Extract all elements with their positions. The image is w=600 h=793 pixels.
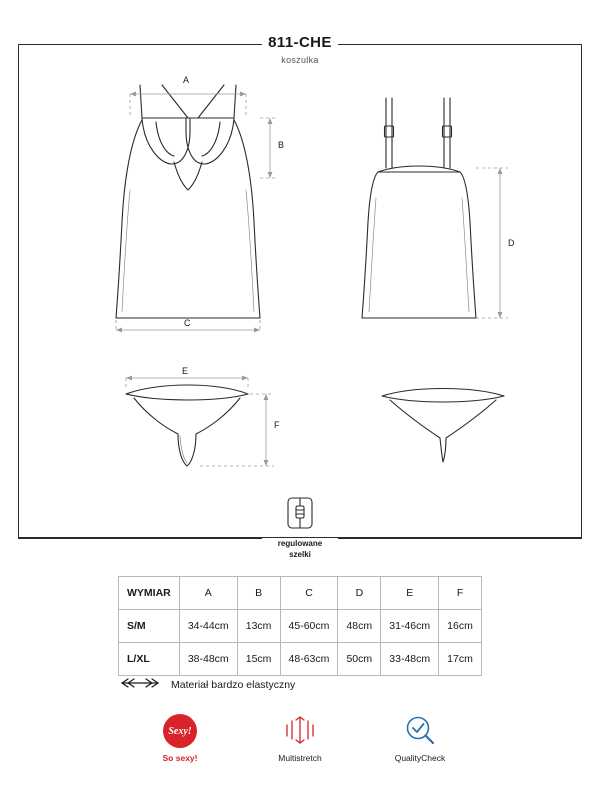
clasp-caption-line2: szelki — [289, 550, 311, 559]
chemise-front-drawing — [100, 72, 290, 342]
cell-c: 48-63cm — [280, 643, 338, 676]
table-header-b: B — [237, 577, 280, 610]
table-header-d: D — [338, 577, 381, 610]
size-table — [118, 576, 482, 676]
table-row — [119, 643, 482, 676]
cell-f: 17cm — [439, 643, 482, 676]
thong-front-drawing — [108, 366, 288, 480]
row-size-label: L/XL — [119, 643, 180, 676]
logo-multistretch — [262, 714, 338, 763]
dim-label-b: B — [278, 140, 285, 150]
cell-d: 50cm — [338, 643, 381, 676]
row-size-label: S/M — [119, 610, 180, 643]
cell-d: 48cm — [338, 610, 381, 643]
dim-label-c: C — [184, 318, 191, 328]
multistretch-icon — [262, 714, 338, 748]
adjustable-strap-clasp-icon — [281, 496, 319, 534]
table-header-a: A — [179, 577, 237, 610]
cell-c: 45-60cm — [280, 610, 338, 643]
thong-back-drawing — [368, 382, 528, 482]
table-header-c: C — [280, 577, 338, 610]
cell-b: 15cm — [237, 643, 280, 676]
table-header-row — [119, 577, 482, 610]
cell-f: 16cm — [439, 610, 482, 643]
sexy-badge-text: Sexy! — [163, 714, 197, 748]
cell-e: 31-46cm — [381, 610, 439, 643]
table-header-f: F — [439, 577, 482, 610]
cell-e: 33-48cm — [381, 643, 439, 676]
dim-label-f: F — [274, 420, 280, 430]
table-row — [119, 610, 482, 643]
logo-caption-so-sexy: So sexy! — [162, 753, 198, 763]
cell-a: 34-44cm — [179, 610, 237, 643]
stretch-note — [118, 676, 295, 694]
clasp-caption-line1: regulowane — [277, 539, 323, 548]
dim-label-e: E — [182, 366, 189, 376]
table-header-e: E — [381, 577, 439, 610]
adjustable-strap-note — [274, 496, 326, 560]
table-header-wymiar: WYMIAR — [119, 577, 180, 610]
certification-logos — [0, 714, 600, 763]
cell-a: 38-48cm — [179, 643, 237, 676]
logo-caption-multistretch: Multistretch — [278, 753, 322, 763]
double-arrow-stretch-icon — [118, 676, 162, 694]
stretch-note-text: Materiał bardzo elastyczny — [171, 679, 296, 691]
cell-b: 13cm — [237, 610, 280, 643]
sexy-badge-icon — [142, 714, 218, 748]
frame-rule-bottom-left — [18, 538, 262, 539]
product-type: koszulka — [281, 55, 319, 65]
logo-caption-qualitycheck: QualityCheck — [394, 753, 446, 763]
logo-so-sexy — [142, 714, 218, 763]
product-code: 811-CHE — [268, 34, 332, 51]
frame-rule-bottom-right — [338, 538, 582, 539]
logo-qualitycheck — [382, 714, 458, 763]
chemise-back-drawing — [348, 72, 538, 342]
size-table-wrapper — [118, 576, 482, 676]
dim-label-a: A — [183, 75, 190, 85]
dim-label-d: D — [508, 238, 515, 248]
qualitycheck-magnifier-icon — [382, 714, 458, 748]
